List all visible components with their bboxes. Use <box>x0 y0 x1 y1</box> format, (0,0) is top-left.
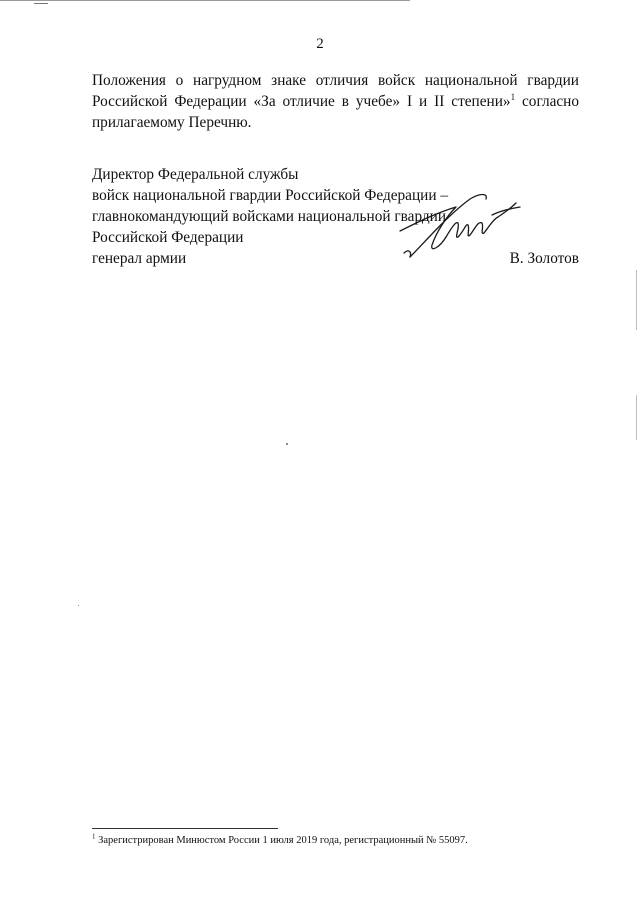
signer-name: В. Золотов <box>509 250 579 267</box>
paragraph-text: Российской Федерации «За отличие в учебе» I и II степени» <box>92 93 511 110</box>
handwritten-signature <box>396 193 521 263</box>
paragraph-text: согласно <box>515 93 579 110</box>
signer-title-line: главнокомандующий войсками национальной гвардии <box>92 208 447 225</box>
footnote-mark: 1 <box>92 832 96 841</box>
scan-speck <box>78 605 79 606</box>
scan-edge-right <box>636 270 637 330</box>
footnote-reference: 1 <box>510 91 516 102</box>
signer-title-line: Директор Федеральной службы <box>92 166 299 183</box>
scan-edge-right <box>636 395 637 440</box>
scan-speck <box>286 443 288 445</box>
signer-rank: генерал армии <box>92 250 187 267</box>
footnote-separator <box>92 828 278 829</box>
paragraph-line: Положения о нагрудном знаке отличия войск национальной гвардии <box>92 72 579 89</box>
footnote <box>92 834 579 847</box>
scan-edge-top <box>0 0 410 1</box>
body-paragraph <box>92 70 579 133</box>
paragraph-line: прилагаемому Перечню. <box>92 114 252 131</box>
page-number: 2 <box>316 36 324 52</box>
scan-mark <box>34 3 48 4</box>
signer-title-line: войск национальной гвардии Российской Федерации – <box>92 187 448 204</box>
footnote-text: Зарегистрирован Минюстом России 1 июля 2019 года, регистрационный № 55097. <box>95 835 468 846</box>
paragraph-line <box>92 91 579 112</box>
signer-title-line: Российской Федерации <box>92 229 244 246</box>
